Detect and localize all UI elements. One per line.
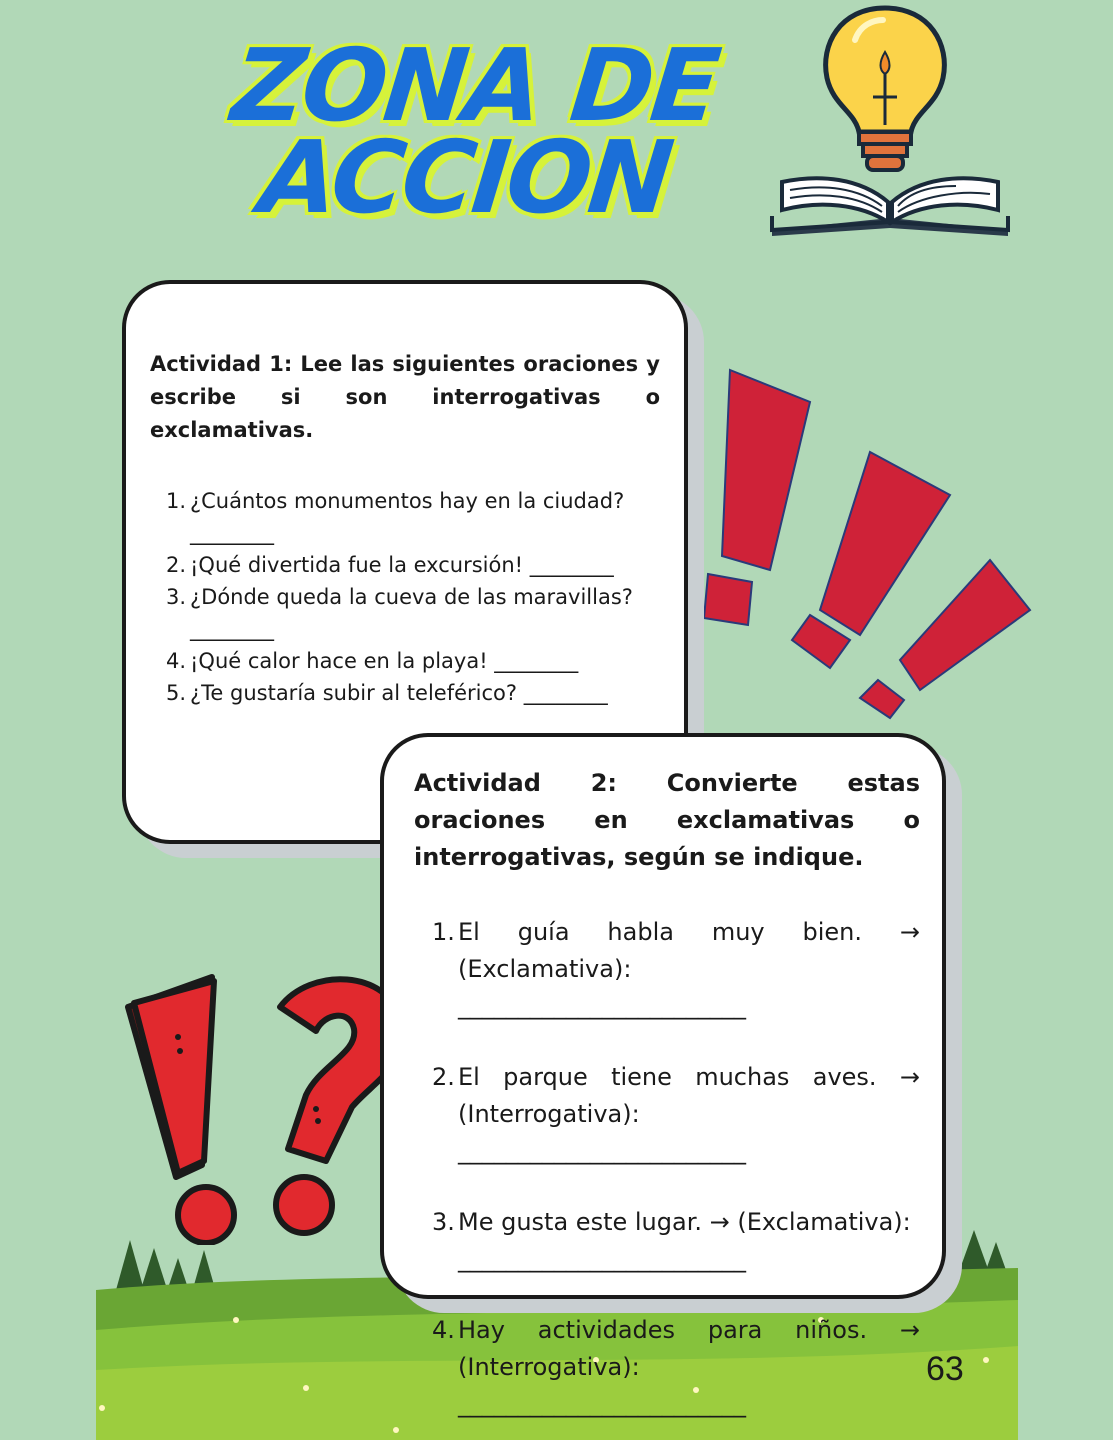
answer-blank[interactable]: ________________________ (458, 1245, 746, 1273)
answer-blank[interactable]: ________ (190, 617, 274, 641)
open-book-icon (760, 160, 1020, 242)
title-line-2: ACCION (254, 119, 676, 236)
exclamation-question-icon (120, 965, 420, 1245)
list-item: 4. ¡Qué calor hace en la playa! ________ (166, 649, 579, 673)
list-item: 5. ¿Te gustaría subir al teleférico? ________ (166, 681, 608, 705)
list-item: 4. Hay actividades para niños. → (Interrogativa): ________________________ (432, 1312, 920, 1423)
title-line-1: ZONA DE (226, 27, 723, 144)
exclamation-marks-icon (700, 360, 1040, 730)
activity-1-list (150, 485, 660, 709)
list-item: 3. Me gusta este lugar. → (Exclamativa): ________________________ (432, 1204, 920, 1278)
answer-blank[interactable]: ________________________ (458, 1137, 746, 1165)
page-title (200, 27, 739, 236)
answer-blank[interactable]: ________________________ (458, 992, 746, 1020)
list-item: 2. El parque tiene muchas aves. → (Interrogativa): ________________________ (432, 1059, 920, 1170)
activity-1-heading: Actividad 1: Lee las siguientes oraciones y escribe si son interrogativas o exclamativas. (150, 352, 660, 442)
answer-blank[interactable]: ________________________ (458, 1390, 746, 1418)
list-item: 1. El guía habla muy bien. → (Exclamativa): ________________________ (432, 914, 920, 1025)
page-number: 63 (926, 1350, 964, 1388)
activity-2-list (414, 914, 920, 1423)
list-item: 3. ¿Dónde queda la cueva de las maravillas? ________ (166, 581, 660, 645)
answer-blank[interactable]: ________ (190, 521, 274, 545)
list-item: 1. ¿Cuántos monumentos hay en la ciudad? ________ (166, 485, 660, 549)
list-item: 2. ¡Qué divertida fue la excursión! ________ (166, 553, 614, 577)
activity-2-heading: Actividad 2: Convierte estas oraciones en exclamativas o interrogativas, según se indique. (414, 769, 920, 871)
